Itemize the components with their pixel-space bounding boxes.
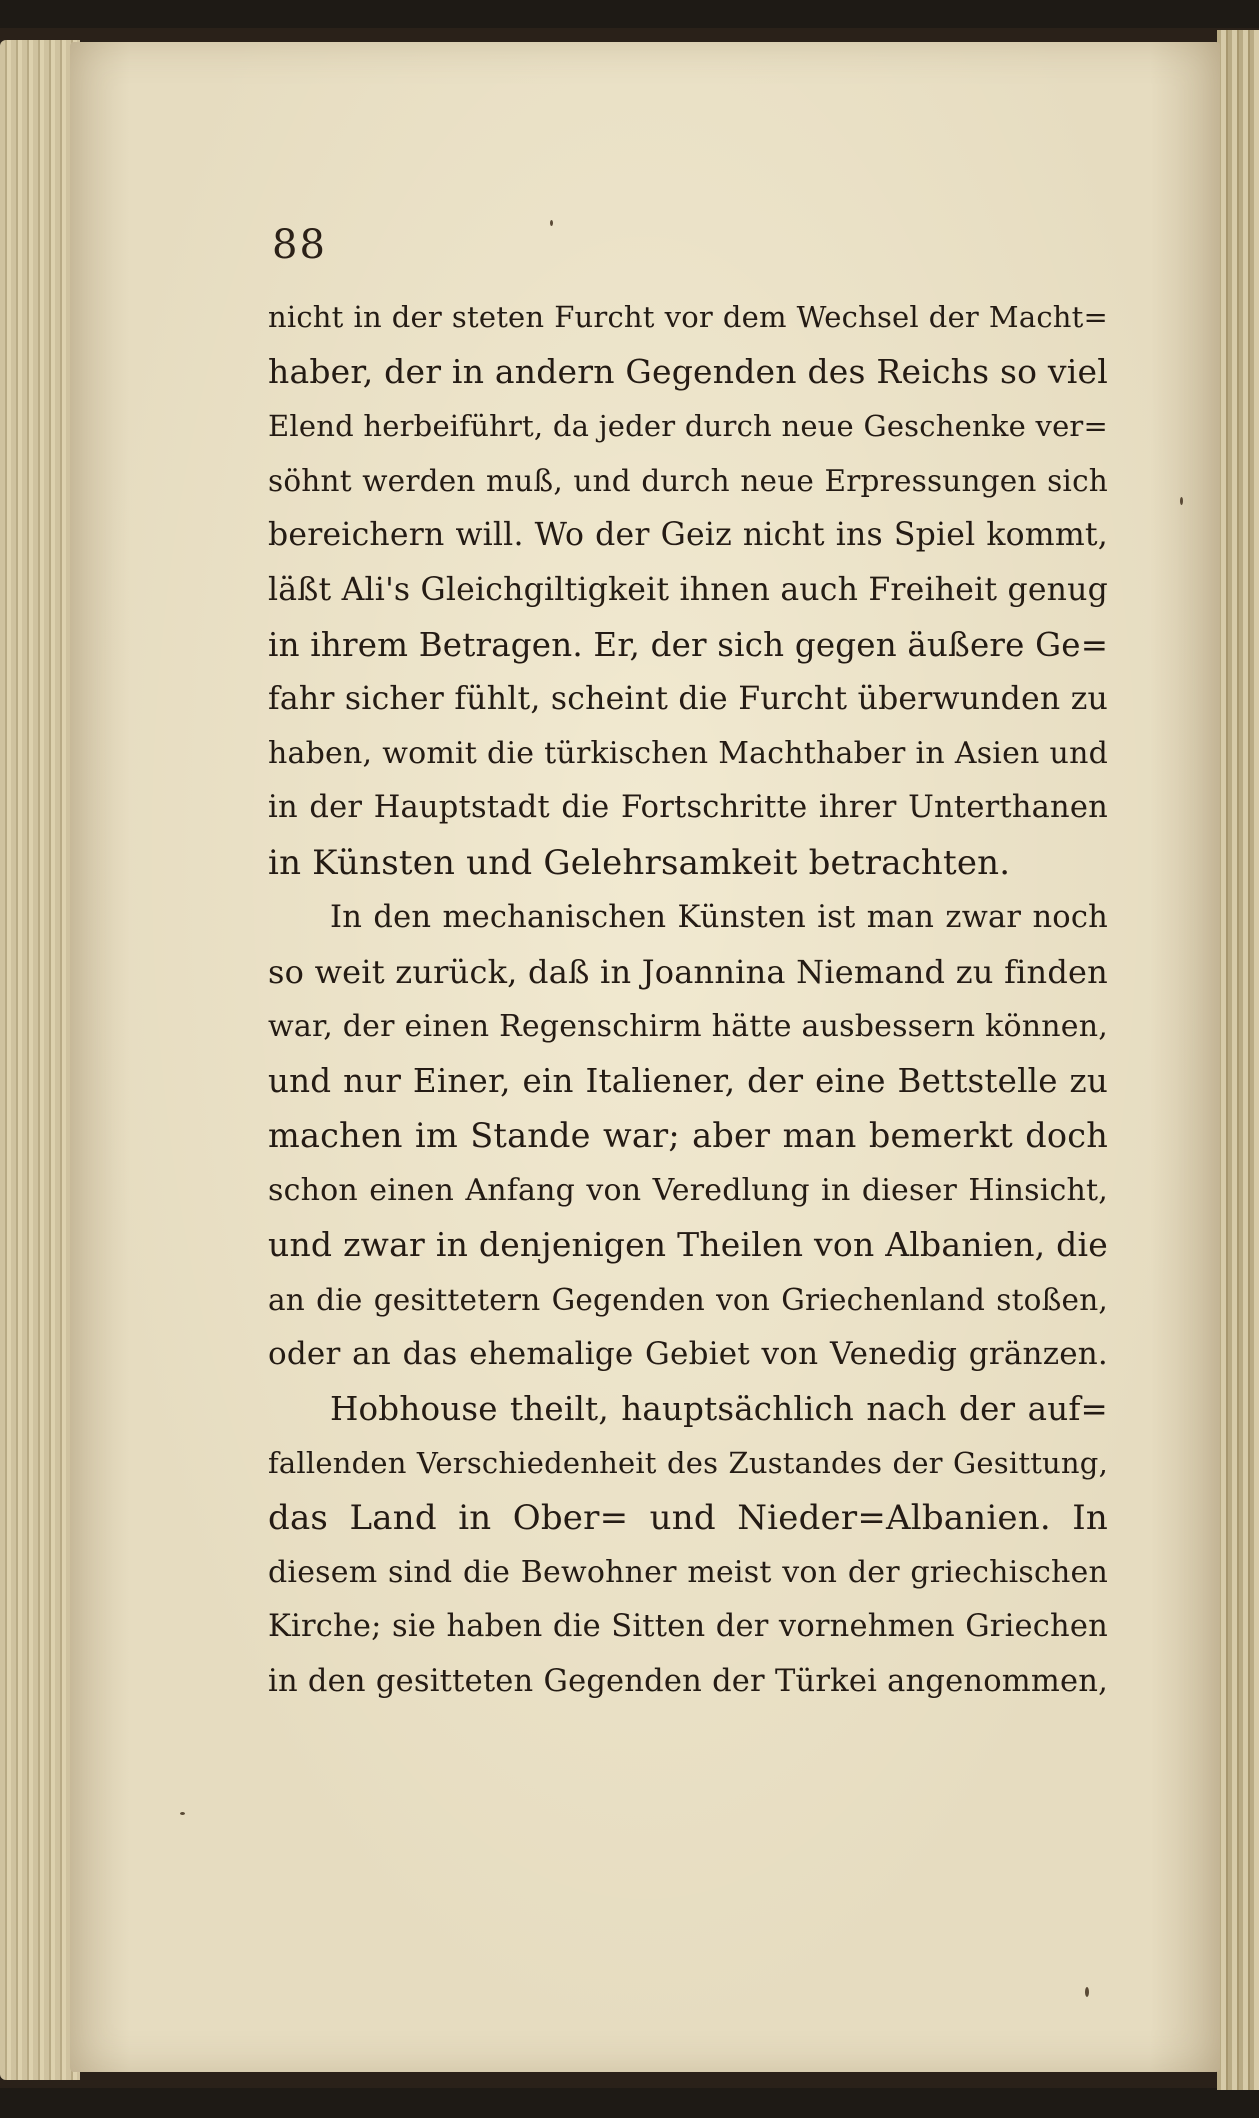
text-line: das Land in Ober= und Nieder=Albanien. In [268, 1498, 1108, 1539]
ink-speck [1180, 497, 1183, 505]
text-line: war, der einen Regenschirm hätte ausbessern können, [268, 1008, 1108, 1044]
page-edges-left [0, 40, 80, 2080]
text-line: machen im Stande war; aber man bemerkt doch [268, 1115, 1108, 1155]
text-line: so weit zurück, daß in Joannina Niemand zu finden [268, 953, 1108, 992]
text-line: und nur Einer, ein Italiener, der eine Bettstelle zu [268, 1062, 1108, 1101]
body-text [268, 290, 1108, 1709]
ink-speck [1085, 1987, 1089, 1997]
text-line: fahr sicher fühlt, scheint die Furcht überwunden zu [268, 681, 1108, 718]
text-line: Kirche; sie haben die Sitten der vornehmen Griechen [268, 1609, 1108, 1645]
text-line: haber, der in andern Gegenden des Reichs so viel [268, 351, 1108, 391]
text-line: schon einen Anfang von Veredlung in dieser Hinsicht, [268, 1172, 1108, 1208]
ink-speck [180, 1812, 185, 1815]
page-number: 88 [272, 222, 327, 268]
text-line: haben, womit die türkischen Machthaber in Asien und [268, 735, 1108, 771]
text-line: und zwar in denjenigen Theilen von Albanien, die [268, 1225, 1108, 1265]
text-line: an die gesittetern Gegenden von Griechenland stoßen, [268, 1282, 1108, 1317]
text-line: Elend herbeiführt, da jeder durch neue Geschenke ver= [268, 409, 1108, 444]
text-line: läßt Ali's Gleichgiltigkeit ihnen auch Freiheit genug [268, 571, 1108, 608]
text-line: fallenden Verschiedenheit des Zustandes der Gesittung, [268, 1446, 1108, 1481]
text-line: in der Hauptstadt die Fortschritte ihrer Unterthanen [268, 790, 1108, 826]
text-line: in ihrem Betragen. Er, der sich gegen äußere Ge= [268, 625, 1109, 664]
text-line: söhnt werden muß, und durch neue Erpressungen sich [268, 463, 1108, 498]
text-line: in Künsten und Gelehrsamkeit betrachten. [268, 842, 1011, 883]
text-line: oder an das ehemalige Gebiet von Venedig gränzen. [268, 1336, 1108, 1373]
ink-speck [550, 220, 553, 226]
text-line: nicht in der steten Furcht vor dem Wechsel der Macht= [268, 300, 1108, 334]
text-line: bereichern will. Wo der Geiz nicht ins Spiel kommt, [268, 517, 1108, 554]
text-line: diesem sind die Bewohner meist von der griechischen [268, 1554, 1108, 1590]
page-edges-right [1217, 30, 1259, 2090]
paragraph-start-line: In den mechanischen Künsten ist man zwar noch [330, 899, 1108, 935]
text-line: in den gesitteten Gegenden der Türkei angenommen, [268, 1663, 1108, 1699]
paragraph-start-line: Hobhouse theilt, hauptsächlich nach der auf= [330, 1389, 1108, 1428]
